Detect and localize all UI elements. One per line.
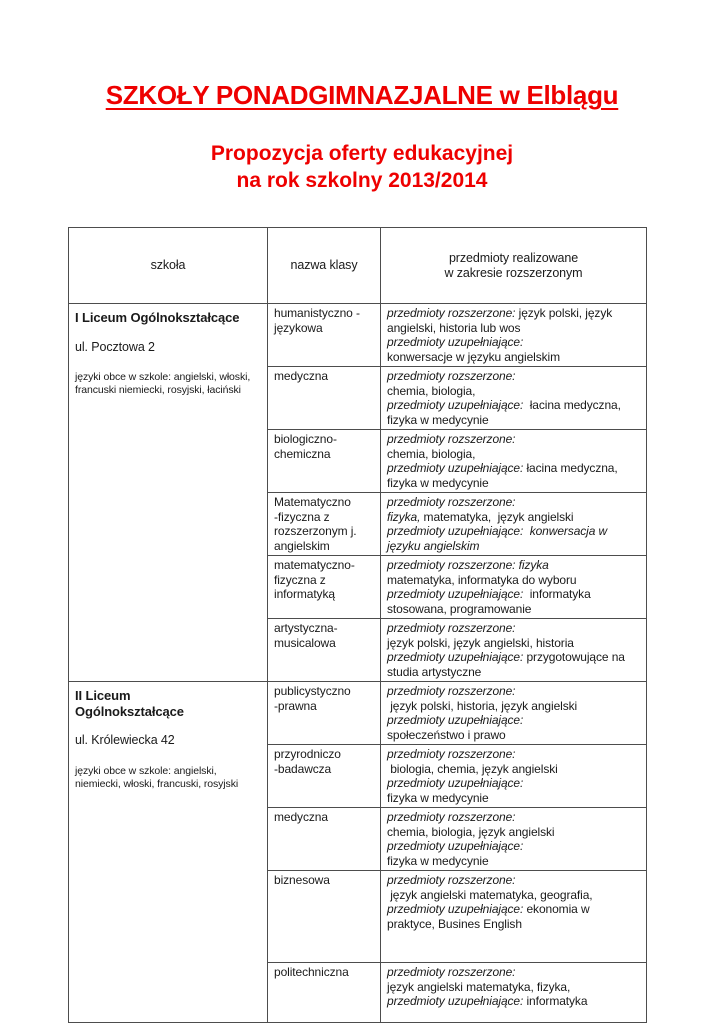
- subject-text: język angielski matematyka, fizyka,: [387, 979, 571, 994]
- subject-line: [387, 810, 642, 825]
- subject-label-italic: przedmioty uzupełniające:: [387, 461, 524, 475]
- subtitle-line-1: Propozycja oferty edukacyjnej: [210, 142, 514, 165]
- subjects-cell: [381, 430, 647, 493]
- subject-label-italic: przedmioty uzupełniające:: [387, 713, 524, 727]
- subject-line: [387, 384, 642, 399]
- subject-line: [387, 369, 642, 384]
- subject-text: język angielski matematyka, geografia,: [387, 887, 593, 902]
- class-name-line: językowa: [274, 320, 323, 335]
- class-name-line: biologiczno-: [274, 432, 337, 446]
- subject-label-italic: przedmioty uzupełniające:: [387, 335, 524, 349]
- subjects-cell: [381, 367, 647, 430]
- subject-label-italic: przedmioty uzupełniające:: [387, 994, 524, 1008]
- subject-line: [387, 398, 642, 413]
- subject-label-italic: przedmioty rozszerzone:: [387, 873, 516, 887]
- subject-text: język polski, język angielski, historia: [387, 635, 574, 650]
- offer-table-body: [69, 304, 647, 1023]
- class-name-line: politechniczna: [274, 965, 349, 979]
- subject-text: matematyka, informatyka do wyboru: [387, 572, 577, 587]
- school-name: [75, 688, 259, 719]
- subject-label-italic: przedmioty rozszerzone:: [387, 747, 516, 761]
- subject-text: chemia, biologia, język angielski: [387, 824, 555, 839]
- class-name-cell: [268, 963, 381, 1023]
- subject-text: informatyka: [523, 994, 588, 1008]
- header-class-name: nazwa klasy: [268, 228, 381, 304]
- subject-line: [387, 636, 642, 651]
- class-name-line: medyczna: [274, 369, 328, 383]
- class-name-cell: [268, 745, 381, 808]
- subject-text: studia artystyczne: [387, 664, 482, 679]
- subject-label-italic: przedmioty rozszerzone: fizyka: [387, 558, 549, 572]
- school-name-line: I Liceum Ogólnokształcące: [75, 310, 240, 325]
- header-subjects-line-2: w zakresie rozszerzonym: [444, 265, 583, 280]
- class-name-cell: [268, 871, 381, 963]
- class-name-line: rozszerzonym j.: [274, 524, 357, 538]
- subject-line: [387, 762, 642, 777]
- subject-text: angielski, historia lub wos: [387, 320, 521, 335]
- class-name-line: biznesowa: [274, 873, 330, 887]
- subject-text: fizyka w medycynie: [387, 412, 489, 427]
- class-name-cell: [268, 808, 381, 871]
- class-name-line: humanistyczno -: [274, 306, 360, 320]
- subject-line: [387, 931, 642, 946]
- subject-line: [387, 728, 642, 743]
- class-name-line: musicalowa: [274, 635, 336, 650]
- subject-line: [387, 713, 642, 728]
- subject-text: biologia, chemia, język angielski: [387, 761, 558, 776]
- subject-line: [387, 413, 642, 428]
- subject-line: [387, 980, 642, 995]
- subject-line: [387, 432, 642, 447]
- school-name-line: Ogólnokształcące: [75, 703, 184, 719]
- subject-line: [387, 902, 642, 917]
- class-name-line: fizyczna z: [274, 572, 326, 587]
- subject-text: fizyka w medycynie: [387, 853, 489, 868]
- document-subtitle: [0, 140, 724, 194]
- subtitle-line-2: na rok szkolny 2013/2014: [236, 169, 488, 192]
- subject-line: [387, 587, 642, 602]
- header-school: szkoła: [69, 228, 268, 304]
- subject-label-italic: przedmioty rozszerzone:: [387, 810, 516, 824]
- class-name-line: medyczna: [274, 810, 328, 824]
- class-name-line: informatyką: [274, 587, 335, 601]
- subjects-cell: [381, 963, 647, 1023]
- subject-text: ekonomia w: [523, 902, 590, 916]
- subjects-cell: [381, 808, 647, 871]
- subject-label-italic: przedmioty uzupełniające:: [387, 650, 524, 664]
- subjects-cell: [381, 682, 647, 745]
- header-subjects-line-1: przedmioty realizowane: [448, 251, 579, 265]
- subject-text: język polski, historia, język angielski: [387, 698, 578, 713]
- school-address: ul. Królewiecka 42: [75, 733, 175, 747]
- class-name-cell: [268, 493, 381, 556]
- subject-text: matematyka, język angielski: [420, 509, 574, 524]
- subject-line: [387, 873, 642, 888]
- subject-line: [387, 684, 642, 699]
- subject-text: język polski, język: [515, 306, 613, 320]
- subject-line: [387, 350, 642, 365]
- subjects-cell: [381, 304, 647, 367]
- subject-text: przygotowujące na: [523, 650, 625, 664]
- subject-text: łacina medyczna,: [523, 461, 618, 475]
- class-name-cell: [268, 367, 381, 430]
- subject-line: [387, 888, 642, 903]
- class-name-line: matematyczno-: [274, 558, 355, 572]
- offer-table: [68, 227, 647, 1023]
- subject-line: [387, 839, 642, 854]
- subject-text: praktyce, Busines English: [387, 916, 522, 931]
- class-name-cell: [268, 430, 381, 493]
- subject-text: społeczeństwo i prawo: [387, 727, 506, 742]
- subject-text: łacina medyczna,: [523, 398, 621, 412]
- subject-line: [387, 602, 642, 617]
- class-name-cell: [268, 556, 381, 619]
- school-languages: języki obce w szkole: angielski, włoski, francuski niemiecki, rosyjski, łaciński: [75, 371, 251, 396]
- subject-line: [387, 321, 642, 336]
- subject-line: [387, 747, 642, 762]
- subjects-cell: [381, 871, 647, 963]
- subject-line: [387, 558, 642, 573]
- subject-line: [387, 776, 642, 791]
- subject-text: fizyka w medycynie: [387, 475, 489, 490]
- subject-line: [387, 539, 642, 554]
- subject-line: [387, 573, 642, 588]
- subject-line: [387, 447, 642, 462]
- subjects-cell: [381, 556, 647, 619]
- header-subjects: [381, 228, 647, 304]
- subject-line: [387, 306, 642, 321]
- subject-text: konwersacje w języku angielskim: [387, 349, 560, 364]
- subject-line: [387, 917, 642, 932]
- subject-line: [387, 965, 642, 980]
- subject-line: [387, 495, 642, 510]
- subject-label-italic: przedmioty rozszerzone:: [387, 684, 516, 698]
- subject-line: [387, 461, 642, 476]
- subject-line: [387, 665, 642, 680]
- subject-line: [387, 510, 642, 525]
- school-name-line: II Liceum: [75, 688, 131, 703]
- class-name-line: przyrodniczo: [274, 747, 341, 761]
- subject-line: [387, 699, 642, 714]
- subject-text: chemia, biologia,: [387, 446, 476, 461]
- subject-label-italic: przedmioty rozszerzone:: [387, 965, 516, 979]
- class-name-line: Matematyczno: [274, 495, 351, 509]
- class-name-cell: [268, 619, 381, 682]
- subject-label-italic: fizyka,: [387, 509, 421, 524]
- subject-label-italic: przedmioty uzupełniające:: [387, 587, 524, 601]
- subject-label-italic: przedmioty rozszerzone:: [387, 306, 516, 320]
- subjects-cell: [381, 493, 647, 556]
- class-name-cell: [268, 682, 381, 745]
- subject-line: [387, 650, 642, 665]
- subject-text: informatyka: [523, 587, 591, 601]
- subject-label-italic: przedmioty rozszerzone:: [387, 432, 516, 446]
- subject-line: [387, 476, 642, 491]
- class-name-line: -fizyczna z: [274, 509, 330, 524]
- subject-line: [387, 854, 642, 869]
- school-cell: [69, 304, 268, 682]
- school-address: ul. Pocztowa 2: [75, 339, 155, 354]
- subject-label-italic: przedmioty uzupełniające:: [387, 776, 524, 790]
- class-name-line: artystyczna-: [274, 621, 338, 635]
- class-name-cell: [268, 304, 381, 367]
- subjects-cell: [381, 619, 647, 682]
- subject-label-italic: przedmioty rozszerzone:: [387, 495, 516, 509]
- subject-label-italic: języku angielskim: [387, 538, 480, 553]
- subject-line: [387, 825, 642, 840]
- subject-text: fizyka w medycynie: [387, 790, 489, 805]
- class-name-line: publicystyczno: [274, 684, 351, 698]
- class-name-line: chemiczna: [274, 446, 331, 461]
- subject-line: [387, 946, 642, 961]
- school-languages: języki obce w szkole: angielski, niemiecki, włoski, francuski, rosyjski: [75, 764, 239, 790]
- subject-label-italic: przedmioty uzupełniające: konwersacja w: [387, 524, 608, 538]
- subject-text: stosowana, programowanie: [387, 601, 532, 616]
- subject-text: chemia, biologia,: [387, 383, 476, 398]
- subject-label-italic: przedmioty uzupełniające:: [387, 398, 524, 412]
- subject-label-italic: przedmioty uzupełniające:: [387, 839, 524, 853]
- table-header-row: [69, 228, 647, 304]
- subject-label-italic: przedmioty rozszerzone:: [387, 369, 516, 383]
- school-cell: [69, 682, 268, 1023]
- class-name-line: -prawna: [274, 698, 317, 713]
- class-row: [69, 304, 647, 367]
- school-name: [75, 310, 259, 326]
- subject-label-italic: przedmioty uzupełniające:: [387, 902, 524, 916]
- subject-label-italic: przedmioty rozszerzone:: [387, 621, 516, 635]
- class-name-line: -badawcza: [274, 761, 332, 776]
- document-title: SZKOŁY PONADGIMNAZJALNE w Elblągu: [105, 80, 619, 110]
- subject-line: [387, 994, 642, 1009]
- subjects-cell: [381, 745, 647, 808]
- subject-line: [387, 621, 642, 636]
- subject-line: [387, 335, 642, 350]
- class-row: [69, 682, 647, 745]
- subject-line: [387, 524, 642, 539]
- subject-line: [387, 791, 642, 806]
- class-name-line: angielskim: [274, 538, 330, 553]
